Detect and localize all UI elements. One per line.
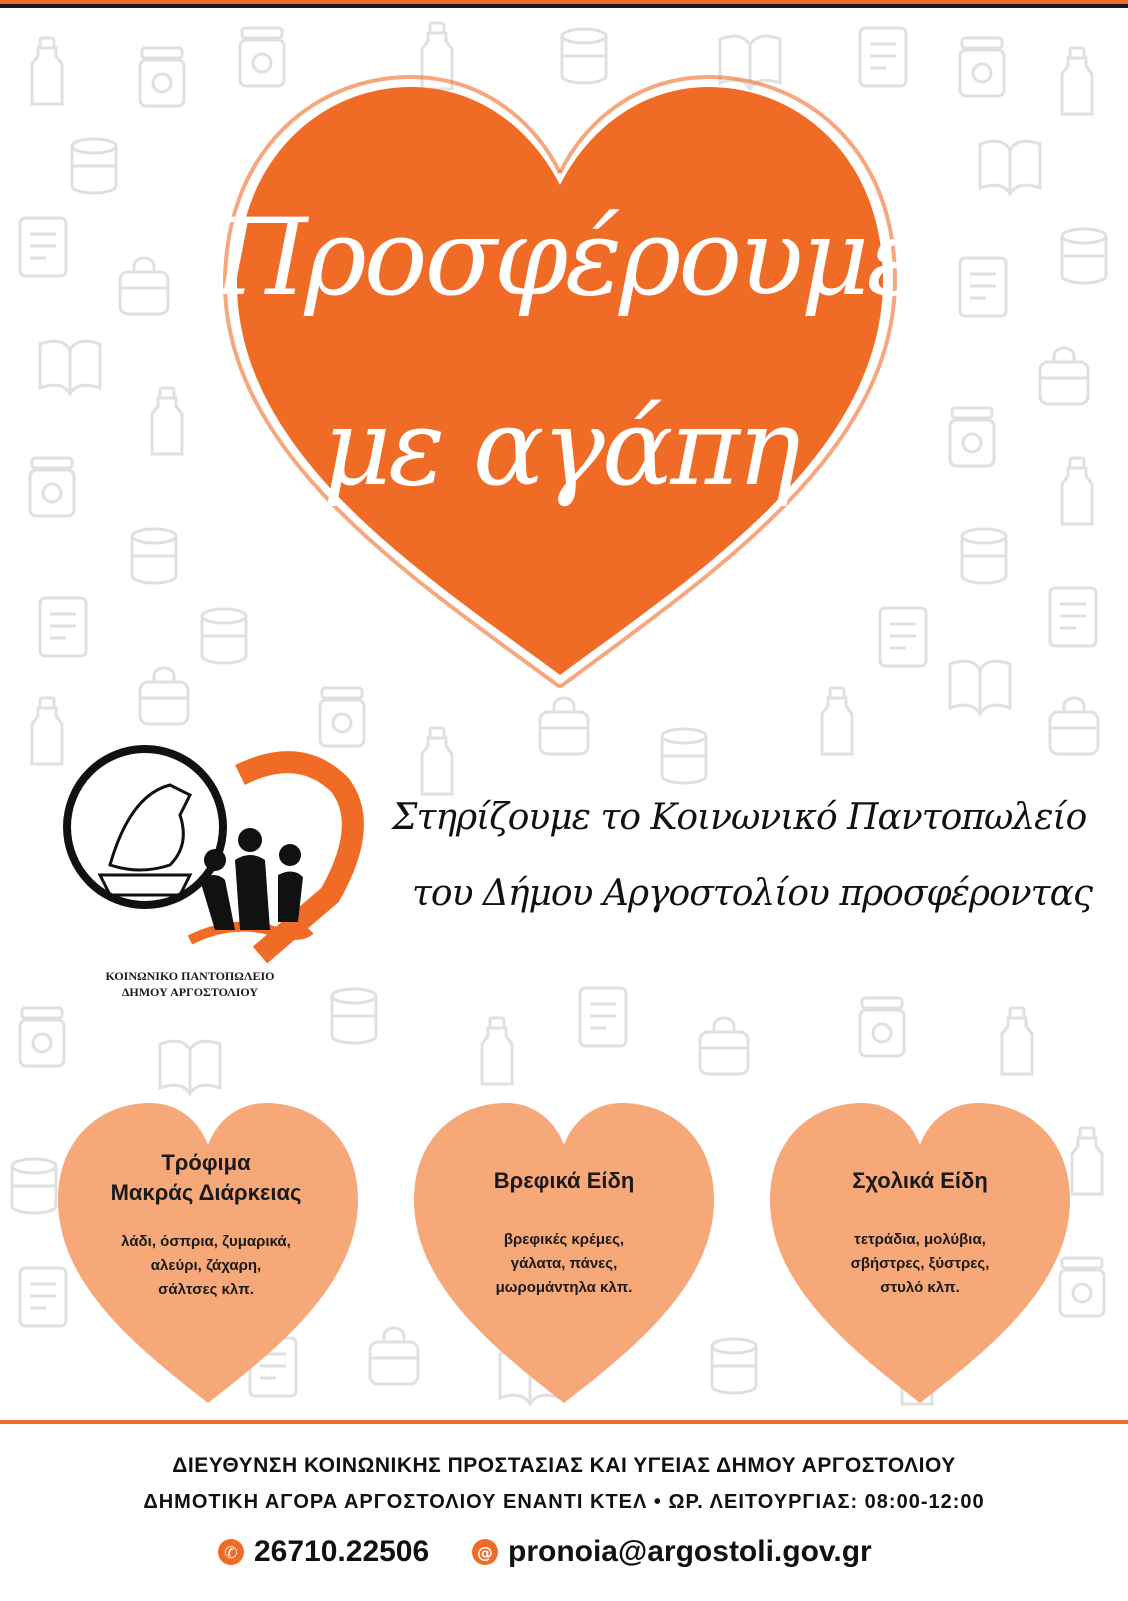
logo-caption-line-1: ΚΟΙΝΩΝΙΚΟ ΠΑΝΤΟΠΩΛΕΙΟ — [105, 969, 275, 983]
footer-divider — [0, 1420, 1128, 1424]
category-title-baby: Βρεφικά Είδη — [493, 1168, 635, 1193]
category-text-line: σάλτσες κλπ. — [158, 1281, 254, 1298]
email-address[interactable]: pronoia@argostoli.gov.gr — [508, 1535, 872, 1568]
category-title-food — [76, 1148, 336, 1208]
category-text-line: στυλό κλπ. — [880, 1279, 960, 1296]
category-title-food-line-2: Μακράς Διάρκειας — [110, 1180, 302, 1205]
top-border — [0, 0, 1128, 8]
contact-phone[interactable] — [218, 1532, 429, 1572]
category-text-line: γάλατα, πάνες, — [510, 1255, 618, 1272]
phone-icon: ✆ — [218, 1539, 244, 1565]
logo-caption — [40, 968, 340, 1000]
top-accent-line — [0, 0, 1128, 4]
contact-email[interactable] — [472, 1532, 872, 1572]
category-text-line: βρεφικές κρέμες, — [503, 1231, 625, 1248]
social-grocery-logo — [40, 745, 380, 965]
at-icon: @ — [472, 1539, 498, 1565]
headline-line-2: με αγάπη — [322, 386, 798, 509]
footer-department: ΔΙΕΥΘΥΝΣΗ ΚΟΙΝΩΝΙΚΗΣ ΠΡΟΣΤΑΣΙΑΣ ΚΑΙ ΥΓΕΙΑΣ ΔΗΜΟΥ ΑΡΓΟΣΤΟΛΙΟΥ — [172, 1454, 956, 1477]
category-text-baby — [434, 1228, 694, 1300]
category-text-food — [76, 1230, 336, 1302]
big-heart-shape — [215, 75, 921, 695]
category-title-school: Σχολικά Είδη — [852, 1168, 988, 1193]
category-text-line: λάδι, όσπρια, ζυμαρικά, — [121, 1233, 291, 1250]
category-text-line: μωρομάντηλα κλπ. — [495, 1279, 633, 1296]
footer-address: ΔΗΜΟΤΙΚΗ ΑΓΟΡΑ ΑΡΓΟΣΤΟΛΙΟΥ ΕΝΑΝΤΙ ΚΤΕΛ • ΩΡ. ΛΕΙΤΟΥΡΓΙΑΣ: 08:00-12:00 — [143, 1491, 985, 1513]
category-text-school — [790, 1228, 1050, 1300]
logo-caption-line-2: ΔΗΜΟΥ ΑΡΓΟΣΤΟΛΙΟΥ — [121, 985, 259, 999]
category-text-line: τετράδια, μολύβια, — [854, 1231, 986, 1248]
category-title-food-line-1: Τρόφιμα — [161, 1150, 251, 1175]
phone-number[interactable]: 26710.22506 — [254, 1535, 430, 1568]
category-text-line: σβήστρες, ξύστρες, — [850, 1255, 990, 1272]
tagline-line-1: Στηρίζουμε το Κοινωνικό Παντοπωλείο — [392, 797, 1087, 838]
tagline-line-2: του Δήμου Αργοστολίου προσφέροντας — [412, 873, 1093, 914]
headline-line-1: Προσφέρουμε — [215, 196, 921, 319]
category-text-line: αλεύρι, ζάχαρη, — [150, 1257, 262, 1274]
